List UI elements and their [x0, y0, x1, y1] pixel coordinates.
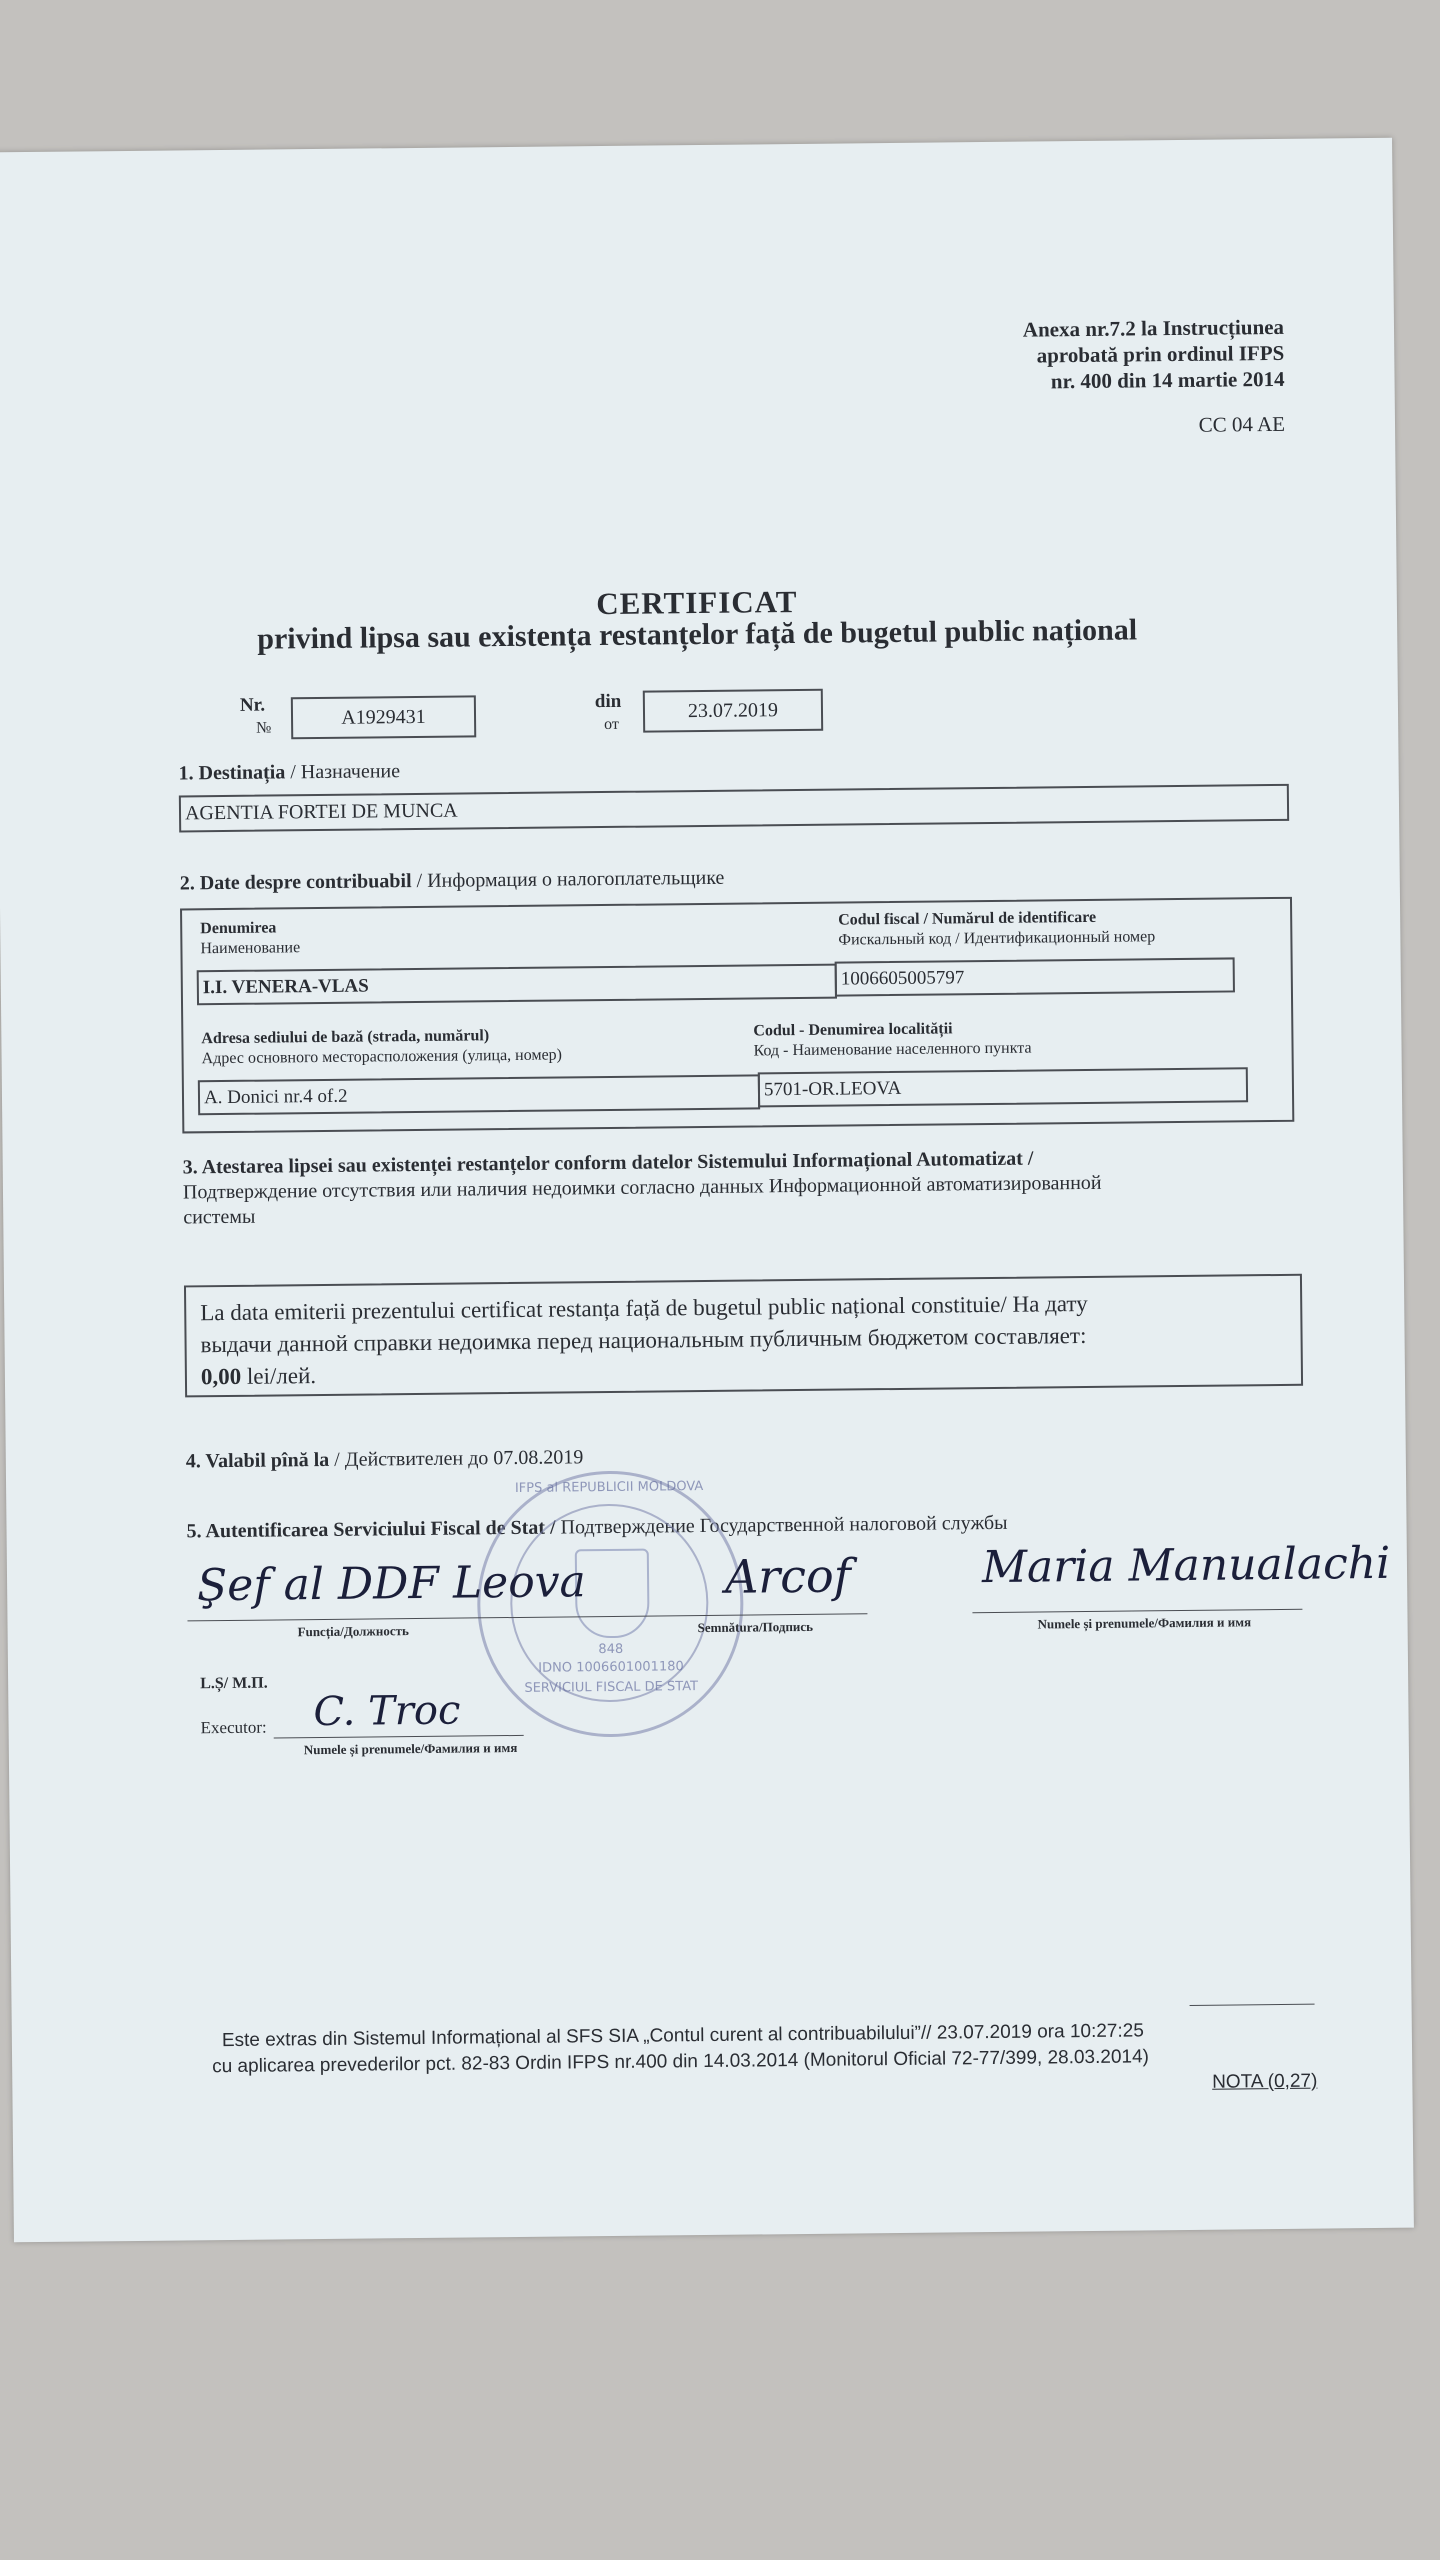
- debt-unit: lei/лей.: [241, 1363, 317, 1389]
- section-1-label-ru: / Назначение: [285, 760, 401, 784]
- debt-amount: 0,00: [200, 1363, 242, 1390]
- footer-line-1: Este extras din Sistemul Informațional al SFS SIA „Contul curent al contribuabilului”// 23.07.2019 ora 10:27:25: [221, 2020, 1144, 2052]
- section-3-label-ru-2: системы: [183, 1205, 256, 1229]
- stamp-idno: IDNO 1006601001180: [538, 1659, 684, 1676]
- address-label-ro: Adresa sediului de bază (strada, numărul): [201, 1027, 490, 1048]
- address-label-ru: Адрес основного месторасположения (улица, номер): [201, 1046, 563, 1068]
- seal-label: L.Ș/ М.П.: [200, 1674, 268, 1693]
- section-5-label-ru: Подтверждение Государственной налоговой службы: [555, 1511, 1008, 1539]
- debt-statement-line-2: выдачи данной справки недоимка перед национальным публичным бюджетом составляет:: [200, 1322, 1087, 1358]
- certificate-page: [0, 138, 1414, 2243]
- name-box: [197, 964, 837, 1006]
- footer-line-2: cu aplicarea prevederilor pct. 82-83 Ordin IFPS nr.400 din 14.03.2014 (Monitorul Oficial 72-77/399, 28.03.2014): [212, 2046, 1150, 2078]
- fiscal-label-ro: Codul fiscal / Numărul de identificare: [838, 908, 1097, 929]
- annex-line-1: Anexa nr.7.2 la Instrucțiunea: [1022, 314, 1285, 342]
- destination-box: [179, 784, 1289, 833]
- function-caption: Funcția/Должность: [297, 1623, 409, 1640]
- stamp-bottom-text: SERVICIUL FISCAL DE STAT: [524, 1679, 699, 1696]
- name-line: [972, 1609, 1302, 1613]
- stamp-number: 848: [598, 1641, 624, 1658]
- section-2-label: [180, 867, 725, 896]
- section-4-label-ru: / Действителен до 07.08.2019: [329, 1446, 584, 1471]
- section-1-label: [178, 760, 400, 785]
- debt-statement: [200, 1286, 1287, 1393]
- locality-value: 5701-OR.LEOVA: [763, 1077, 902, 1101]
- section-4-label: [186, 1446, 584, 1473]
- date-label-ru: от: [604, 715, 619, 734]
- address-value: A. Donici nr.4 of.2: [203, 1085, 348, 1109]
- function-handwriting: Şef al DDF Leova: [196, 1556, 587, 1612]
- name-value: I.I. VENERA-VLAS: [202, 975, 369, 999]
- coat-of-arms-icon: [575, 1549, 650, 1639]
- executor-line: [274, 1735, 524, 1739]
- section-3-label-ru-1: Подтверждение отсутствия или наличия недоимки согласно данных Информационной автоматизированной: [182, 1171, 1102, 1204]
- signature-caption: Semnătura/Подпись: [697, 1618, 814, 1636]
- name-label-ru: Наименование: [200, 939, 301, 958]
- locality-label-ru: Код - Наименование населенного пункта: [753, 1039, 1032, 1060]
- form-code: CC 04 AE: [1198, 411, 1286, 437]
- document-subtitle: privind lipsa sau existența restanțelor față de bugetul public național: [257, 613, 1138, 656]
- number-label-ro: Nr.: [239, 694, 266, 716]
- section-2-label-ru: / Информация о налогоплательщике: [411, 866, 725, 893]
- fiscal-value: 1006605005797: [840, 967, 965, 990]
- number-label-ru: №: [256, 719, 272, 737]
- debt-statement-line-1: La data emiterii prezentului certificat restanța față de bugetul public național constituie/ На дату: [200, 1290, 1088, 1326]
- executor-label: Executor:: [200, 1717, 267, 1738]
- date-box: [643, 689, 823, 733]
- section-3-label-ro: 3. Atestarea lipsei sau existenței restanțelor conform datelor Sistemului Informațional Automatizat /: [182, 1147, 1034, 1179]
- section-3-label: [183, 1143, 1334, 1230]
- date-label-ro: din: [594, 690, 622, 713]
- address-box: [198, 1074, 760, 1115]
- section-2-label-ro: 2. Date despre contribuabil: [179, 870, 412, 895]
- footer-nota: NOTA (0,27): [1212, 2070, 1318, 2093]
- fiscal-label-ru: Фискальный код / Идентификационный номер: [838, 928, 1156, 949]
- fiscal-box: [835, 957, 1235, 996]
- executor-caption: Numele și prenumele/Фамилия и имя: [303, 1739, 518, 1758]
- annex-line-3: nr. 400 din 14 martie 2014: [1050, 366, 1285, 394]
- debt-statement-box: [184, 1274, 1303, 1398]
- name-handwriting: Maria Manualachi: [981, 1537, 1391, 1594]
- name-label-ro: Denumirea: [200, 919, 277, 938]
- number-value: A1929431: [341, 705, 426, 729]
- annex-reference: [1023, 314, 1285, 395]
- section-1-label-ro: 1. Destinația: [178, 761, 286, 785]
- executor-handwriting: C. Troc: [313, 1687, 461, 1736]
- section-5-label-ro: 5. Autentificarea Serviciului Fiscal de Stat /: [186, 1516, 556, 1543]
- signature-handwriting: Arcof: [724, 1548, 852, 1604]
- number-box: [291, 695, 476, 739]
- destination-value: AGENTIA FORTEI DE MUNCA: [184, 799, 458, 825]
- annex-line-2: aprobată prin ordinul IFPS: [1036, 340, 1285, 368]
- stamp-top-text: IFPS al REPUBLICII MOLDOVA: [514, 1479, 704, 1496]
- document-title: CERTIFICAT: [596, 583, 798, 622]
- locality-label-ro: Codul - Denumirea localității: [753, 1020, 953, 1040]
- name-caption: Numele și prenumele/Фамилия и имя: [1037, 1614, 1252, 1632]
- date-value: 23.07.2019: [687, 699, 779, 723]
- footer-rule: [1190, 2004, 1315, 2006]
- locality-box: [758, 1067, 1248, 1107]
- section-4-label-ro: 4. Valabil pînă la: [185, 1448, 330, 1473]
